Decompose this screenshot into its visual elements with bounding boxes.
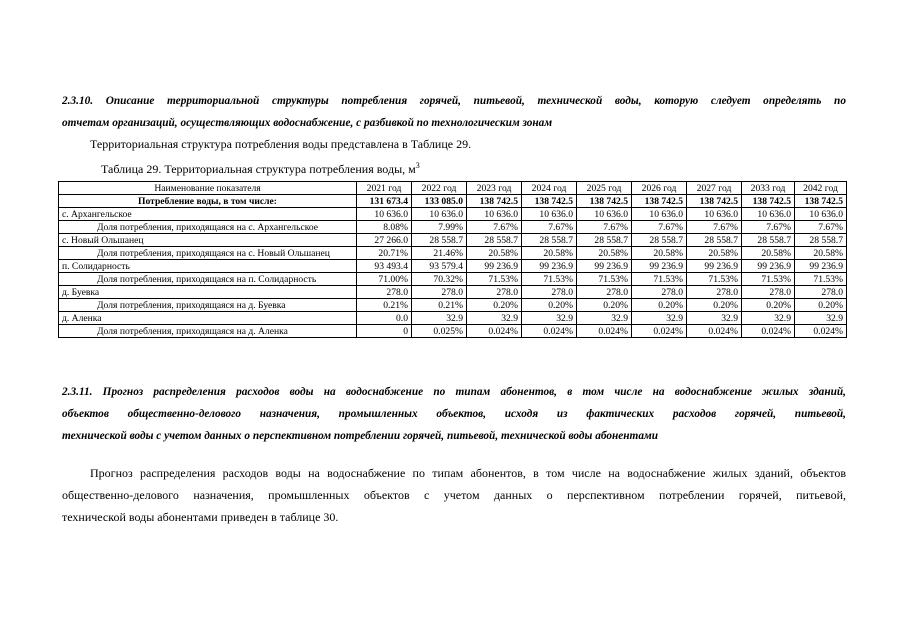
value-cell: 93 493.4 <box>357 260 412 273</box>
value-cell: 71.53% <box>795 273 847 286</box>
value-cell: 138 742.5 <box>522 195 577 208</box>
value-cell: 28 558.7 <box>632 234 687 247</box>
table-intro-paragraph: Территориальная структура потребления воды представлена в Таблице 29. <box>90 137 472 151</box>
value-cell: 93 579.4 <box>412 260 467 273</box>
table-caption <box>101 158 420 177</box>
value-cell: 7.67% <box>467 221 522 234</box>
value-cell: 0.024% <box>687 325 742 338</box>
value-cell: 71.53% <box>742 273 795 286</box>
value-cell: 0.025% <box>412 325 467 338</box>
column-header-indicator: Наименование показателя <box>59 182 357 195</box>
value-cell: 20.58% <box>577 247 632 260</box>
column-header-year: 2025 год <box>577 182 632 195</box>
value-cell: 99 236.9 <box>522 260 577 273</box>
paragraph-line: общественно-делового назначения, промышленных объектов с учетом данных о перспективном потреблении горячей, питьевой, <box>62 488 846 502</box>
value-cell: 10 636.0 <box>687 208 742 221</box>
value-cell: 138 742.5 <box>687 195 742 208</box>
value-cell: 278.0 <box>795 286 847 299</box>
value-cell: 28 558.7 <box>687 234 742 247</box>
row-label: Доля потребления, приходящаяся на д. Аленка <box>59 325 357 338</box>
value-cell: 32.9 <box>687 312 742 325</box>
value-cell: 7.67% <box>742 221 795 234</box>
value-cell: 0 <box>357 325 412 338</box>
value-cell: 71.53% <box>577 273 632 286</box>
row-label: Доля потребления, приходящаяся на п. Солидарность <box>59 273 357 286</box>
value-cell: 99 236.9 <box>795 260 847 273</box>
column-header-year: 2024 год <box>522 182 577 195</box>
column-header-year: 2042 год <box>795 182 847 195</box>
heading-line: 2.3.10. Описание территориальной структуры потребления горячей, питьевой, технической воды, которую следует определять по <box>62 95 846 107</box>
heading-line: технической воды с учетом данных о перспективном потреблении горячей, питьевой, технической воды абонентами <box>62 430 658 442</box>
column-header-year: 2027 год <box>687 182 742 195</box>
paragraph-line: Прогноз распределения расходов воды на водоснабжение по типам абонентов, в том числе на водоснабжение жилых зданий, объектов <box>90 466 846 480</box>
value-cell: 0.024% <box>467 325 522 338</box>
heading-line: отчетам организаций, осуществляющих водоснабжение, с разбивкой по технологическим зонам <box>62 117 553 129</box>
value-cell: 71.53% <box>687 273 742 286</box>
row-label: Доля потребления, приходящаяся на с. Архангельское <box>59 221 357 234</box>
value-cell: 20.58% <box>467 247 522 260</box>
value-cell: 278.0 <box>412 286 467 299</box>
value-cell: 20.58% <box>742 247 795 260</box>
row-label: с. Новый Ольшанец <box>59 234 357 247</box>
value-cell: 0.024% <box>632 325 687 338</box>
row-label: п. Солидарность <box>59 260 357 273</box>
value-cell: 32.9 <box>577 312 632 325</box>
table-row-share <box>59 325 847 338</box>
value-cell: 0.20% <box>467 299 522 312</box>
section-heading-2-3-10 <box>62 90 846 134</box>
value-cell: 71.53% <box>632 273 687 286</box>
value-cell: 32.9 <box>467 312 522 325</box>
value-cell: 10 636.0 <box>577 208 632 221</box>
value-cell: 0.21% <box>412 299 467 312</box>
value-cell: 20.58% <box>687 247 742 260</box>
column-header-year: 2023 год <box>467 182 522 195</box>
heading-line: объектов общественно-делового назначения, промышленных объектов, исходя из фактических расходов горячей, питьевой, <box>62 408 846 420</box>
row-label: д. Аленка <box>59 312 357 325</box>
value-cell: 99 236.9 <box>632 260 687 273</box>
value-cell: 28 558.7 <box>795 234 847 247</box>
value-cell: 0.20% <box>742 299 795 312</box>
value-cell: 0.0 <box>357 312 412 325</box>
table-row-place <box>59 286 847 299</box>
value-cell: 10 636.0 <box>742 208 795 221</box>
table-row-share <box>59 299 847 312</box>
value-cell: 0.20% <box>577 299 632 312</box>
value-cell: 0.024% <box>577 325 632 338</box>
row-label: Потребление воды, в том числе: <box>59 195 357 208</box>
heading-line: 2.3.11. Прогноз распределения расходов воды на водоснабжение по типам абонентов, в том числе на водоснабжение жилых зданий, <box>62 386 846 398</box>
value-cell: 99 236.9 <box>577 260 632 273</box>
value-cell: 278.0 <box>742 286 795 299</box>
value-cell: 0.024% <box>742 325 795 338</box>
value-cell: 0.20% <box>522 299 577 312</box>
value-cell: 0.21% <box>357 299 412 312</box>
value-cell: 71.53% <box>467 273 522 286</box>
value-cell: 21.46% <box>412 247 467 260</box>
value-cell: 32.9 <box>632 312 687 325</box>
value-cell: 7.67% <box>577 221 632 234</box>
caption-text: Таблица 29. Территориальная структура потребления воды, м <box>101 162 416 176</box>
table-body <box>59 195 847 338</box>
value-cell: 131 673.4 <box>357 195 412 208</box>
value-cell: 32.9 <box>522 312 577 325</box>
table-row-place <box>59 234 847 247</box>
value-cell: 278.0 <box>357 286 412 299</box>
value-cell: 10 636.0 <box>632 208 687 221</box>
value-cell: 71.00% <box>357 273 412 286</box>
value-cell: 20.58% <box>632 247 687 260</box>
value-cell: 32.9 <box>412 312 467 325</box>
value-cell: 10 636.0 <box>412 208 467 221</box>
value-cell: 278.0 <box>632 286 687 299</box>
value-cell: 28 558.7 <box>742 234 795 247</box>
value-cell: 278.0 <box>577 286 632 299</box>
value-cell: 28 558.7 <box>412 234 467 247</box>
value-cell: 138 742.5 <box>632 195 687 208</box>
forecast-paragraph <box>62 462 846 528</box>
table-header-row <box>59 182 847 195</box>
value-cell: 7.67% <box>522 221 577 234</box>
value-cell: 20.58% <box>795 247 847 260</box>
table-row-total <box>59 195 847 208</box>
value-cell: 28 558.7 <box>577 234 632 247</box>
value-cell: 0.20% <box>795 299 847 312</box>
row-label: Доля потребления, приходящаяся на с. Новый Ольшанец <box>59 247 357 260</box>
column-header-year: 2026 год <box>632 182 687 195</box>
section-heading-2-3-11 <box>62 381 846 447</box>
value-cell: 0.20% <box>687 299 742 312</box>
row-label: Доля потребления, приходящаяся на д. Буевка <box>59 299 357 312</box>
table-row-share <box>59 273 847 286</box>
consumption-table <box>58 181 847 338</box>
value-cell: 278.0 <box>467 286 522 299</box>
caption-superscript: 3 <box>415 161 420 170</box>
table-row-place <box>59 208 847 221</box>
table-row-share <box>59 247 847 260</box>
value-cell: 10 636.0 <box>467 208 522 221</box>
value-cell: 99 236.9 <box>742 260 795 273</box>
value-cell: 10 636.0 <box>795 208 847 221</box>
value-cell: 99 236.9 <box>687 260 742 273</box>
value-cell: 32.9 <box>795 312 847 325</box>
column-header-year: 2022 год <box>412 182 467 195</box>
row-label: с. Архангельское <box>59 208 357 221</box>
value-cell: 7.67% <box>632 221 687 234</box>
value-cell: 20.58% <box>522 247 577 260</box>
row-label: д. Буевка <box>59 286 357 299</box>
value-cell: 28 558.7 <box>522 234 577 247</box>
column-header-year: 2033 год <box>742 182 795 195</box>
table-row-share <box>59 221 847 234</box>
value-cell: 71.53% <box>522 273 577 286</box>
value-cell: 7.99% <box>412 221 467 234</box>
value-cell: 7.67% <box>687 221 742 234</box>
value-cell: 70.32% <box>412 273 467 286</box>
value-cell: 10 636.0 <box>357 208 412 221</box>
value-cell: 138 742.5 <box>467 195 522 208</box>
value-cell: 138 742.5 <box>742 195 795 208</box>
value-cell: 7.67% <box>795 221 847 234</box>
value-cell: 0.20% <box>632 299 687 312</box>
value-cell: 28 558.7 <box>467 234 522 247</box>
table-row-place <box>59 312 847 325</box>
value-cell: 8.08% <box>357 221 412 234</box>
value-cell: 32.9 <box>742 312 795 325</box>
paragraph-line: технической воды абонентами приведен в таблице 30. <box>62 510 339 524</box>
value-cell: 278.0 <box>522 286 577 299</box>
value-cell: 138 742.5 <box>795 195 847 208</box>
value-cell: 10 636.0 <box>522 208 577 221</box>
column-header-year: 2021 год <box>357 182 412 195</box>
value-cell: 278.0 <box>687 286 742 299</box>
value-cell: 138 742.5 <box>577 195 632 208</box>
value-cell: 0.024% <box>522 325 577 338</box>
value-cell: 0.024% <box>795 325 847 338</box>
table-row-place <box>59 260 847 273</box>
value-cell: 27 266.0 <box>357 234 412 247</box>
value-cell: 99 236.9 <box>467 260 522 273</box>
value-cell: 133 085.0 <box>412 195 467 208</box>
value-cell: 20.71% <box>357 247 412 260</box>
